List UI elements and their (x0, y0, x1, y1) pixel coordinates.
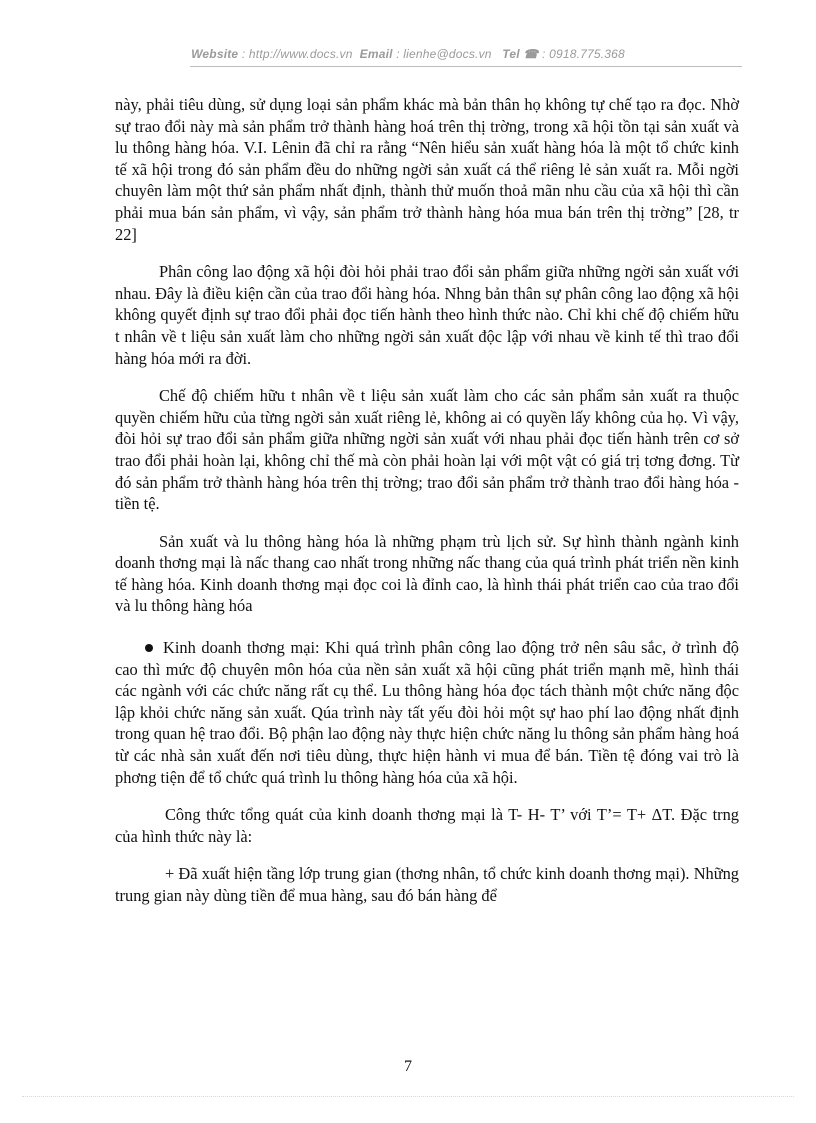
paragraph-4: Sản xuất và lu thông hàng hóa là những phạm trù lịch sử. Sự hình thành ngành kinh doanh thơng mại là nấc thang cao nhất trong những nấc thang của quá trình phát triển nền kinh tế hàng hóa. Kinh doanh thơng mại đọc coi là đỉnh cao, là hình thái phát triển cao của trao đổi và lu thông hàng hóa (115, 531, 739, 616)
bullet-icon (145, 644, 153, 652)
email-value: : lienhe@docs.vn (396, 47, 492, 61)
paragraph-5: Kinh doanh thơng mại: Khi quá trình phân công lao động trở nên sâu sắc, ở trình độ cao thì mức độ chuyên môn hóa của nền sản xuất xã hội cũng phát triển mạnh mẽ, hình thái các ngành với các chức năng rất cụ thể. Lu thông hàng hóa đọc tách thành một chức năng độc lập khỏi chức năng sản xuất. Qúa trình này tất yếu đòi hỏi một sự hao phí lao động nhất định trong quan hệ trao đổi. Bộ phận lao động này thực hiện chức năng lu thông sản phẩm hàng hoá từ các nhà sản xuất đến nơi tiêu dùng, thực hiện hành vi mua để bán. Tiền tệ đóng vai trò là phơng tiện để tổ chức quá trình lu thông hàng hóa của xã hội. (115, 638, 739, 787)
paragraph-7: + Đã xuất hiện tầng lớp trung gian (thơng nhân, tổ chức kinh doanh thơng mại). Những trung gian này dùng tiền để mua hàng, sau đó bán hàng để (115, 864, 739, 905)
footer-divider (22, 1096, 794, 1097)
paragraph-6: Công thức tổng quát của kinh doanh thơng mại là T- H- T’ với T’= T+ ΔT. Đặc trng của hình thức này là: (115, 805, 739, 846)
page-number: 7 (404, 1058, 412, 1075)
page-header (0, 47, 816, 61)
tel-value: : 0918.775.368 (542, 47, 625, 61)
header-divider (190, 66, 742, 67)
bullet-paragraph (115, 637, 739, 788)
tel-label: Tel ☎ (502, 47, 539, 61)
paragraph-1: này, phải tiêu dùng, sử dụng loại sản phẩm khác mà bản thân họ không tự chế tạo ra đọc. Nhờ sự trao đổi này mà sản phẩm trở thành hàng hoá trên thị trờng, trong xã hội tồn tại sản xuất và lu thông hàng hóa. V.I. Lênin đã chỉ ra rằng “Nên hiểu sản xuất hàng hóa là một tổ chức kinh tế xã hội trong đó sản phẩm đều do những ngời sản xuất cá thể riêng lẻ sản xuất ra. Mỗi ngời chuyên làm một thứ sản phẩm nhất định, thành thử muốn thoả mãn nhu cầu của xã hội thì cần phải mua bán sản phẩm, vì vậy, sản phẩm trở thành hàng hóa mua bán trên thị trờng” [28, tr 22] (115, 95, 739, 244)
document-body (115, 94, 739, 907)
paragraph-3: Chế độ chiếm hữu t nhân về t liệu sản xuất làm cho các sản phẩm sản xuất ra thuộc quyền chiếm hữu của từng ngời sản xuất riêng lẻ, không ai có quyền lấy không của họ. Vì vậy, đòi hỏi sự trao đổi sản phẩm giữa những ngời sản xuất với nhau phải đọc tiến hành trên cơ sở trao đổi phải hoàn lại, không chỉ thế mà còn phải hoàn lại với một vật có giá trị tơng đơng. Từ đó sản phẩm trở thành hàng hóa trên thị trờng; trao đổi sản phẩm trở thành trao đổi hàng hóa - tiền tệ. (115, 386, 739, 514)
email-label: Email (359, 47, 393, 61)
website-value: : http://www.docs.vn (241, 47, 353, 61)
website-label: Website (191, 47, 239, 61)
paragraph-2: Phân công lao động xã hội đòi hỏi phải trao đổi sản phẩm giữa những ngời sản xuất với nhau. Đây là điều kiện cần của trao đổi hàng hóa. Nhng bản thân sự phân công lao động xã hội không quyết định sự trao đổi phải đọc tiến hành theo hình thức nào. Chỉ khi chế độ chiếm hữu t nhân về t liệu sản xuất làm cho những ngời sản xuất độc lập với nhau về kinh tế thì trao đổi hàng hóa mới ra đời. (115, 262, 739, 368)
